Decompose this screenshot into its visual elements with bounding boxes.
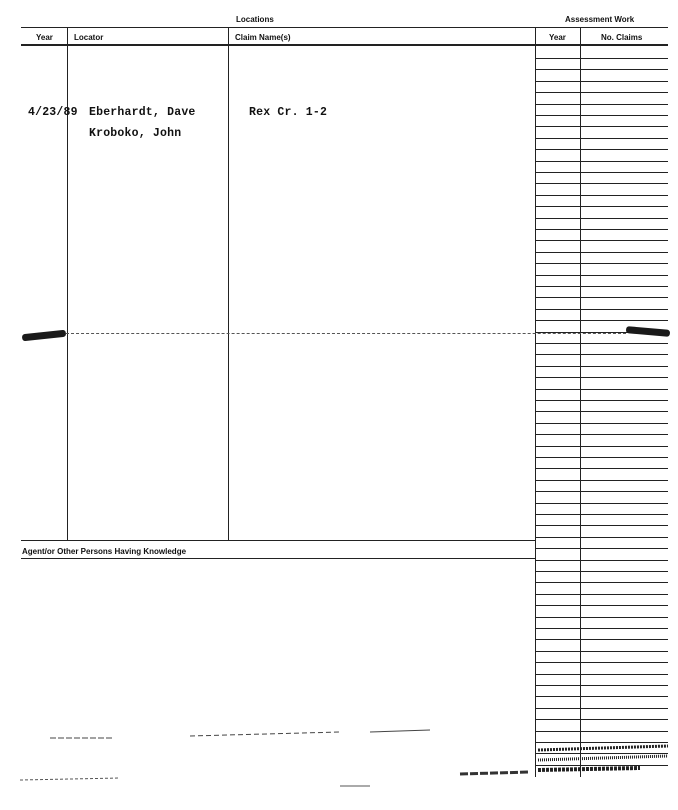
- entry-year: 4/23/89: [28, 106, 78, 119]
- assessment-row-line: [535, 582, 668, 583]
- scan-noise: [0, 720, 678, 810]
- assessment-work-title: Assessment Work: [565, 15, 635, 24]
- assessment-row-line: [535, 537, 668, 538]
- assessment-row-line: [535, 628, 668, 629]
- assessment-row-line: [535, 525, 668, 526]
- assessment-row-line: [535, 126, 668, 127]
- assessment-row-line: [535, 275, 668, 276]
- assessment-row-line: [535, 685, 668, 686]
- entry-claim-name: Rex Cr. 1-2: [249, 106, 328, 119]
- assessment-row-line: [535, 240, 668, 241]
- assessment-row-line: [535, 480, 668, 481]
- year-column-header: Year: [36, 33, 53, 42]
- assessment-row-line: [535, 229, 668, 230]
- assessment-row-line: [535, 503, 668, 504]
- assessment-row-line: [535, 662, 668, 663]
- assessment-row-line: [535, 297, 668, 298]
- assessment-year-column-header: Year: [549, 33, 566, 42]
- assessment-row-line: [535, 218, 668, 219]
- assessment-row-line: [535, 617, 668, 618]
- assessment-row-line: [535, 354, 668, 355]
- assessment-row-line: [535, 195, 668, 196]
- assessment-row-line: [535, 69, 668, 70]
- assessment-row-line: [535, 206, 668, 207]
- assessment-row-line: [535, 377, 668, 378]
- assessment-row-line: [535, 320, 668, 321]
- assessment-row-line: [535, 343, 668, 344]
- assessment-row-line: [535, 411, 668, 412]
- assessment-row-line: [535, 514, 668, 515]
- assessment-row-line: [535, 548, 668, 549]
- assessment-row-line: [535, 309, 668, 310]
- assessment-row-line: [535, 400, 668, 401]
- assessment-row-line: [535, 639, 668, 640]
- assessment-row-line: [535, 594, 668, 595]
- agent-section-label: Agent/or Other Persons Having Knowledge: [22, 547, 187, 556]
- assessment-row-line: [535, 389, 668, 390]
- assessment-row-line: [535, 286, 668, 287]
- assessment-row-line: [535, 571, 668, 572]
- assessment-row-line: [535, 183, 668, 184]
- assessment-row-line: [535, 674, 668, 675]
- assessment-row-line: [535, 434, 668, 435]
- assessment-row-line: [535, 457, 668, 458]
- assessment-row-line: [535, 138, 668, 139]
- assessment-row-line: [535, 161, 668, 162]
- assessment-row-line: [535, 92, 668, 93]
- claim-names-column-header: Claim Name(s): [235, 33, 291, 42]
- locations-title: Locations: [236, 15, 274, 24]
- assessment-row-line: [535, 651, 668, 652]
- assessment-row-line: [535, 468, 668, 469]
- fold-line: [66, 333, 626, 334]
- assessment-row-line: [535, 263, 668, 264]
- entry-locator: Kroboko, John: [89, 127, 182, 140]
- entry-locator: Eberhardt, Dave: [89, 106, 196, 119]
- no-claims-column-header: No. Claims: [601, 33, 643, 42]
- locator-column-header: Locator: [74, 33, 104, 42]
- assessment-row-line: [535, 115, 668, 116]
- assessment-row-line: [535, 81, 668, 82]
- assessment-row-line: [535, 708, 668, 709]
- assessment-row-line: [535, 446, 668, 447]
- assessment-row-line: [535, 104, 668, 105]
- assessment-row-line: [535, 252, 668, 253]
- assessment-row-line: [535, 172, 668, 173]
- assessment-row-line: [535, 605, 668, 606]
- assessment-row-line: [535, 491, 668, 492]
- assessment-row-line: [535, 366, 668, 367]
- assessment-row-line: [535, 696, 668, 697]
- assessment-row-line: [535, 560, 668, 561]
- assessment-row-line: [535, 149, 668, 150]
- assessment-row-line: [535, 58, 668, 59]
- assessment-row-line: [535, 423, 668, 424]
